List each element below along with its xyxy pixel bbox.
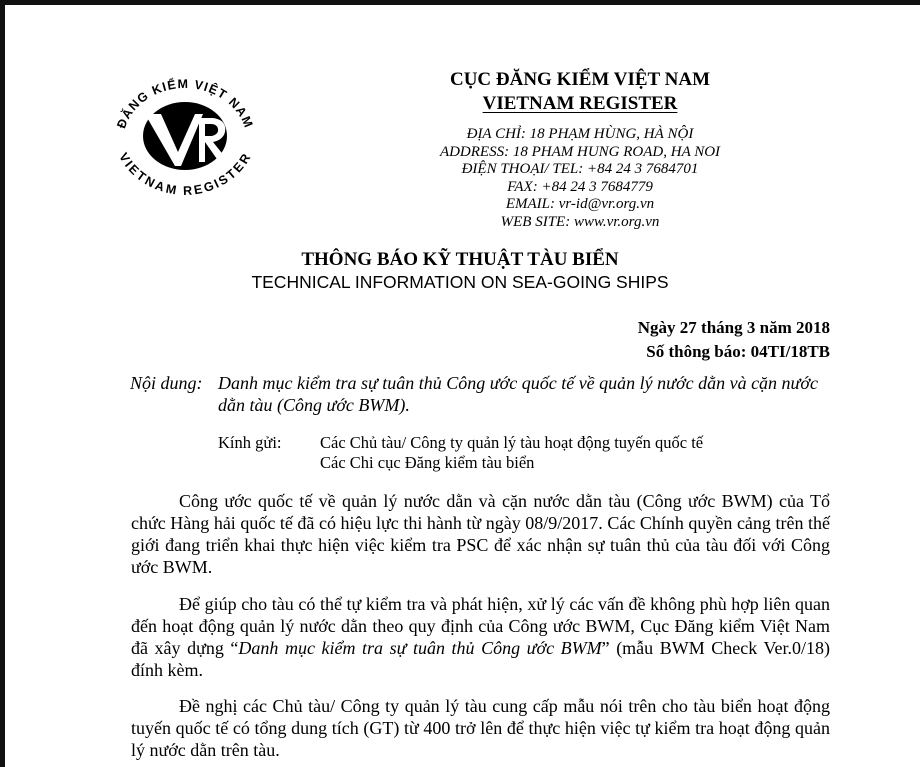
- recipient-item: Các Chi cục Đăng kiểm tàu biển: [320, 453, 535, 472]
- letterhead: [420, 68, 740, 230]
- logo-ring-bottom-text: VIETNAM REGISTER: [116, 150, 254, 198]
- contact-address-vn: ĐỊA CHỈ: 18 PHẠM HÙNG, HÀ NỘI: [466, 126, 694, 142]
- recipients-list: [320, 433, 703, 473]
- contact-website: WEB SITE: www.vr.org.vn: [500, 213, 660, 230]
- title-vn: THÔNG BÁO KỸ THUẬT TÀU BIỂN: [301, 249, 619, 270]
- recipients-label: Kính gửi:: [218, 433, 282, 452]
- checklist-title: Danh mục kiểm tra sự tuân thủ Công ước BWM: [238, 638, 602, 658]
- logo-ring-top-text: ĐĂNG KIỂM VIỆT NAM: [114, 76, 256, 131]
- page-top-border: [0, 0, 920, 5]
- subject-label: Nội dung:: [130, 373, 203, 393]
- contact-fax: FAX: +84 24 3 7684779: [507, 178, 653, 195]
- document-title: [0, 248, 920, 294]
- contact-phone: ĐIỆN THOẠI/ TEL: +84 24 3 7684701: [461, 161, 699, 177]
- title-en: TECHNICAL INFORMATION ON SEA-GOING SHIPS: [251, 272, 669, 292]
- page-left-border: [0, 0, 5, 767]
- recipient-item: Các Chủ tàu/ Công ty quản lý tàu hoạt động tuyến quốc tế: [320, 433, 704, 452]
- contact-address-en: ADDRESS: 18 PHAM HUNG ROAD, HA NOI: [439, 143, 721, 160]
- body-paragraph-3: Đề nghị các Chủ tàu/ Công ty quản lý tàu cung cấp mẫu nói trên cho tàu biển hoạt động tuyến quốc tế có tổng dung tích (GT) từ 400 trở lên để thực hiện việc tự kiểm tra hoạt động quản lý nước dằn trên tàu.: [131, 696, 830, 760]
- notice-date: Ngày 27 tháng 3 năm 2018: [637, 318, 830, 337]
- notice-number: Số thông báo: 04TI/18TB: [646, 342, 830, 361]
- logo-vr-mark: [143, 102, 229, 170]
- contact-email: EMAIL: vr-id@vr.org.vn: [505, 196, 655, 212]
- notice-meta: [638, 316, 830, 364]
- contact-block: [420, 126, 740, 231]
- org-name-en: VIETNAM REGISTER: [482, 93, 678, 114]
- subject-text: Danh mục kiểm tra sự tuân thủ Công ước quốc tế về quản lý nước dằn và cặn nước dằn tàu (Công ước BWM).: [218, 373, 818, 415]
- org-name-vn: CỤC ĐĂNG KIỂM VIỆT NAM: [449, 69, 711, 90]
- vietnam-register-logo: [105, 70, 265, 200]
- body-paragraph-2: Để giúp cho tàu có thể tự kiểm tra và phát hiện, xử lý các vấn đề không phù hợp liên quan đến hoạt động quản lý nước dằn theo quy định của Công ước BWM, Cục Đăng kiểm Việt Nam đã xây dựng “Danh mục kiểm tra sự tuân thủ Công ước BWM” (mẫu BWM Check Ver.0/18) đính kèm.: [131, 594, 830, 680]
- body-paragraph-1: Công ước quốc tế về quản lý nước dằn và cặn nước dằn tàu (Công ước BWM) của Tổ chức Hàng hải quốc tế đã có hiệu lực thi hành từ ngày 08/9/2017. Các Chính quyền cảng trên thế giới đang triển khai thực hiện việc kiểm tra PSC để xác nhận sự tuân thủ của tàu đối với Công ước BWM.: [131, 491, 830, 577]
